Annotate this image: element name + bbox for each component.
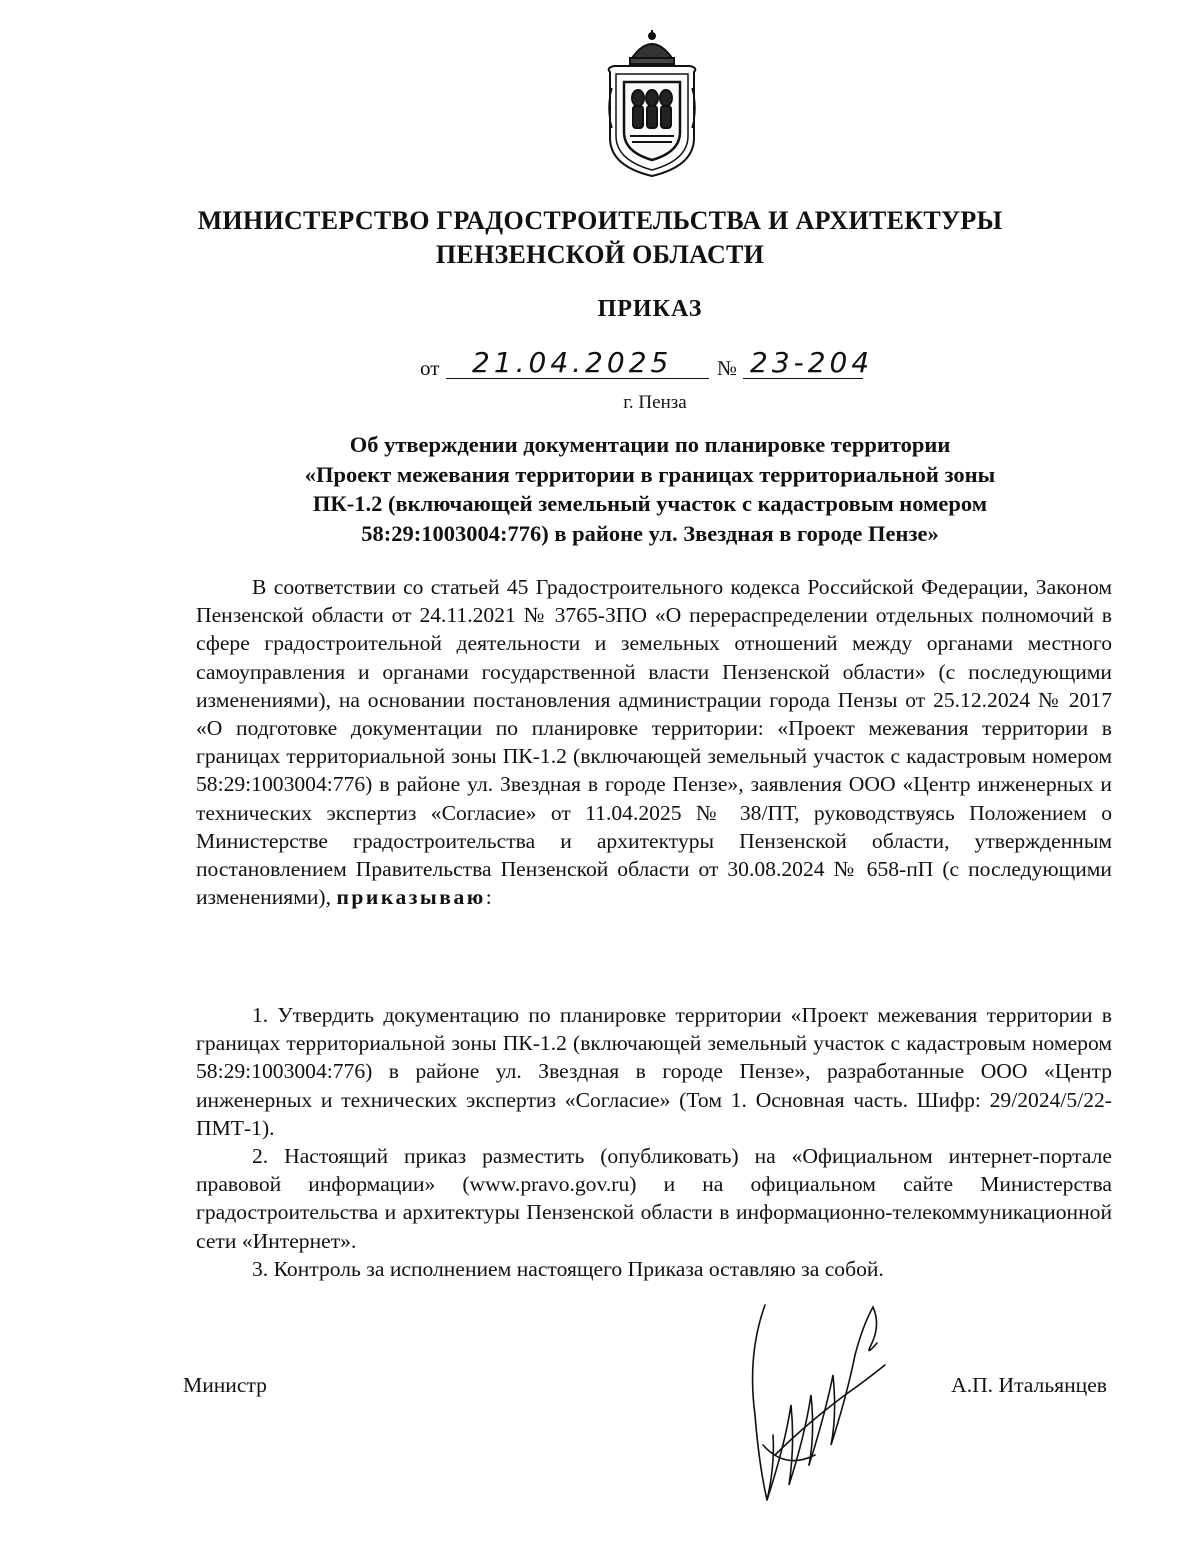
order-date: 21.04.2025 (472, 346, 673, 379)
order-item-3: 3. Контроль за исполнением настоящего Приказа оставляю за собой. (252, 1256, 884, 1281)
decree-word: приказываю (336, 885, 486, 910)
signatory-name: А.П. Итальянцев (951, 1373, 1107, 1397)
order-number: 23-204 (750, 346, 874, 379)
ministry-line-2: ПЕНЗЕНСКОЙ ОБЛАСТИ (435, 240, 765, 269)
preamble (196, 573, 1112, 911)
decree-colon: : (485, 885, 492, 910)
coat-of-arms-icon (596, 28, 708, 178)
subject-line-4: 58:29:1003004:776) в районе ул. Звездная в городе Пензе» (361, 520, 939, 546)
ministry-line-1: МИНИСТЕРСТВО ГРАДОСТРОИТЕЛЬСТВА И АРХИТЕКТУРЫ (197, 206, 1003, 235)
ministry-name (150, 204, 1050, 272)
preamble-text: В соответствии со статьей 45 Градостроительного кодекса Российской Федерации, Законом Пензенской области от 24.11.2021 № 3765-ЗПО «О перераспределении отдельных полномочий в сфере градостроительной деятельности и земельных отношений между органами местного самоуправления и органами государственной власти Пензенской области» (с последующими изменениями), на основании постановления администрации города Пензы от 25.12.2024 № 2017 «О подготовке документации по планировке территории: «Проект межевания территории в границах территориальной зоны ПК-1.2 (включающей земельный участок с кадастровым номером 58:29:1003004:776) в районе ул. Звездная в городе Пензе», заявления ООО «Центр инженерных и технических экспертиз «Согласие» от 11.04.2025 № 38/ПТ, руководствуясь Положением о Министерстве градостроительства и архитектуры Пензенской области, утвержденным постановлением Правительства Пензенской области от 30.08.2024 № 658-пП (с последующими изменениями), (196, 575, 1112, 910)
number-prefix: № (717, 356, 738, 380)
order-item-1: 1. Утвердить документацию по планировке территории «Проект межевания территории в границах территориальной зоны ПК-1.2 (включающей земельный участок с кадастровым номером 58:29:1003004:776) в районе ул. Звездная в городе Пензе», разработанные ООО «Центр инженерных и технических экспертиз «Согласие» (Том 1. Основная часть. Шифр: 29/2024/5/22-ПМТ-1). (196, 1003, 1112, 1140)
order-city: г. Пенза (623, 392, 687, 413)
subject-line-2: «Проект межевания территории в границах территориальной зоны (304, 461, 996, 487)
order-item-2: 2. Настоящий приказ разместить (опубликовать) на «Официальном интернет-портале правовой информации» (www.pravo.gov.ru) и на официальном сайте Министерства градостроительства и архитектуры Пензенской области в информационно-телекоммуникационной сети «Интернет». (196, 1144, 1112, 1253)
order-title: ПРИКАЗ (597, 296, 703, 322)
preamble-paragraph (196, 573, 1112, 911)
subject-line-1: Об утверждении документации по планировке территории (349, 432, 951, 457)
date-prefix: от (420, 356, 440, 380)
signatory-role: Министр (183, 1373, 267, 1397)
subject-line-3: ПК-1.2 (включающей земельный участок с кадастровым номером (312, 491, 988, 516)
order-items (196, 1001, 1112, 1283)
handwritten-signature (745, 1295, 895, 1510)
order-subject (180, 430, 1120, 548)
